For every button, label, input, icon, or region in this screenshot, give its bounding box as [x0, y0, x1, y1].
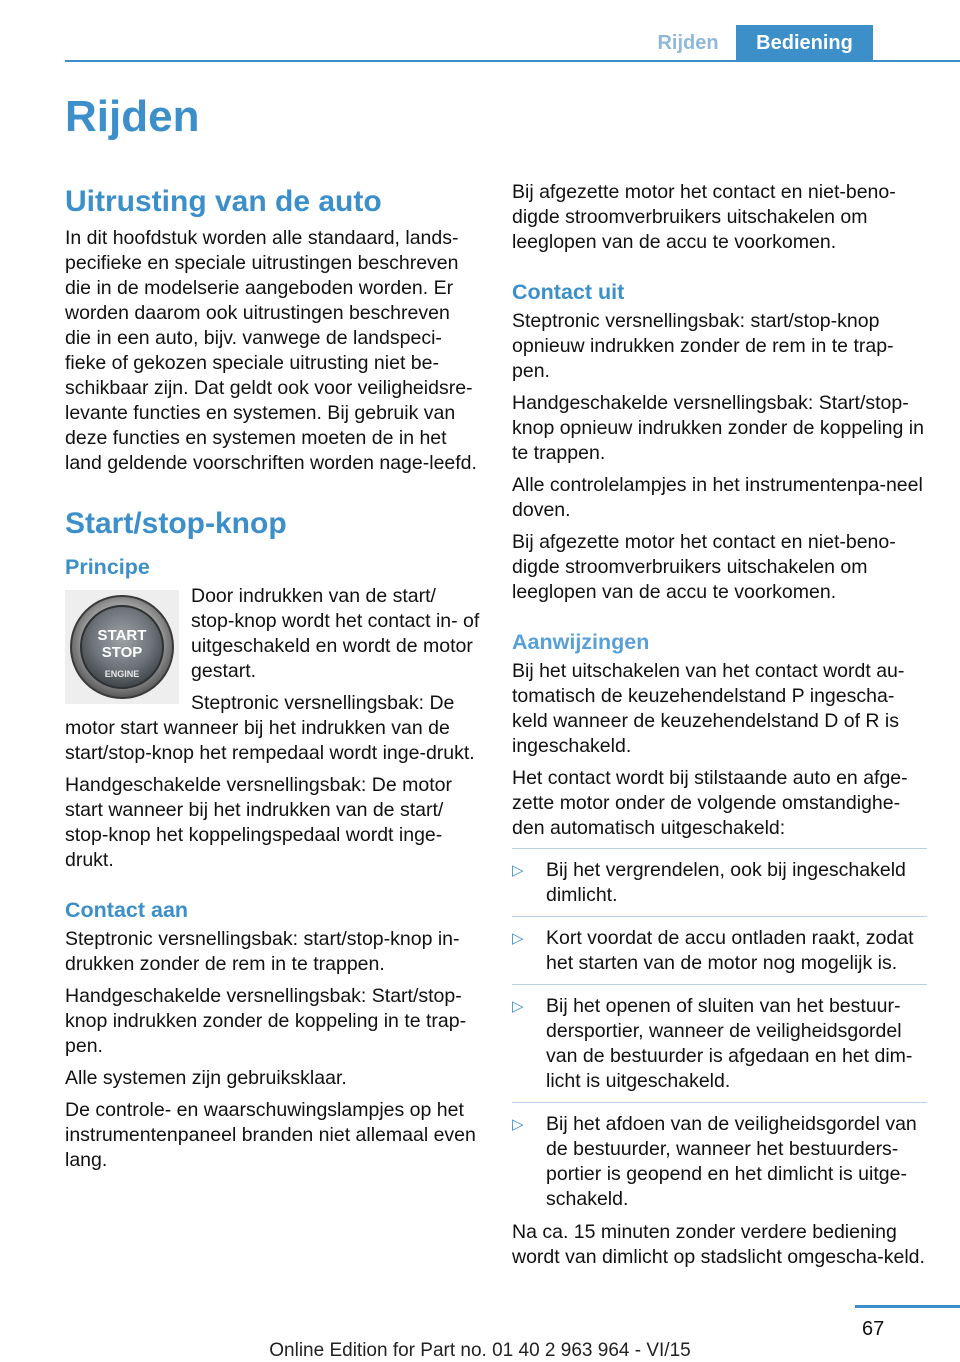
button-label-stop: STOP	[101, 644, 143, 661]
list-item	[512, 984, 927, 1094]
paragraph-principle-2: Steptronic versnellingsbak: De motor start wanneer bij het indrukken van de start/stop-knop het rempedaal wordt inge-drukt.	[65, 692, 475, 764]
page-number: 67	[862, 1318, 885, 1340]
button-label-start: START	[97, 627, 147, 644]
page-title: Rijden	[65, 92, 200, 141]
paragraph-notes-2: Het contact wordt bij stilstaande auto en afge-zette motor onder de volgende omstandighe-den automatisch uitgeschakeld:	[512, 767, 908, 839]
heading-contact-off: Contact uit	[512, 280, 625, 304]
list-item-text: Bij het afdoen van de veiligheidsgordel van de bestuurder, wanneer het bestuurders-portier is geopend en het dimlicht is uitge-schakeld.	[546, 1113, 917, 1210]
footer-edition: Online Edition for Part no. 01 40 2 963 964 - VI/15	[269, 1340, 691, 1361]
triangle-bullet-icon: ▷	[512, 930, 524, 947]
paragraph-on-3: Alle systemen zijn gebruiksklaar.	[65, 1067, 347, 1089]
paragraph-off-1: Steptronic versnellingsbak: start/stop-knop opnieuw indrukken zonder de rem in te trap-pen.	[512, 310, 894, 382]
heading-contact-on: Contact aan	[65, 898, 189, 922]
paragraph-off-4: Bij afgezette motor het contact en niet-beno-digde stroomverbruikers uitschakelen om leeglopen van de accu te voorkomen.	[512, 531, 896, 603]
start-stop-button-icon	[65, 590, 179, 704]
paragraph-principle-3: Handgeschakelde versnellingsbak: De motor start wanneer bij het indrukken van de start/ stop-knop het koppelingspedaal wordt inge-drukt.	[65, 774, 452, 871]
paragraph-principle-1: Door indrukken van de start/ stop-knop wordt het contact in- of uitgeschakeld en wordt de motor gestart.	[191, 585, 480, 682]
paragraph-on-1: Steptronic versnellingsbak: start/stop-knop in-drukken zonder de rem in te trappen.	[65, 928, 460, 975]
header-section-tab: Rijden	[657, 32, 719, 54]
right-column	[512, 180, 927, 1277]
triangle-bullet-icon: ▷	[512, 998, 524, 1015]
button-label-engine: ENGINE	[104, 669, 140, 679]
header-active-tab: Bediening	[736, 25, 873, 62]
paragraph-on-2: Handgeschakelde versnellingsbak: Start/stop-knop indrukken zonder de koppeling in te trap-pen.	[65, 985, 467, 1057]
left-column	[65, 180, 480, 1180]
paragraph-top: Bij afgezette motor het contact en niet-beno-digde stroomverbruikers uitschakelen om leeglopen van de accu te voorkomen.	[512, 181, 896, 253]
footer-rule	[855, 1305, 960, 1308]
heading-principle: Principe	[65, 555, 150, 579]
paragraph-off-3: Alle controlelampjes in het instrumentenpa-neel doven.	[512, 474, 923, 521]
paragraph-equipment: In dit hoofdstuk worden alle standaard, lands-pecifieke en speciale uitrustingen beschreven die in de modelserie aangeboden worden. Er worden daarom ook uitrustingen beschreven die in een auto, bijv. vanwege de landspeci-fieke of gekozen speciale uitrusting niet be-schikbaar zijn. Dat geldt ook voor veiligheidsre-levante functies en systemen. Bij gebruik van deze functies en systemen moeten de in het land geldende voorschriften worden nage-leefd.	[65, 227, 477, 474]
heading-equipment: Uitrusting van de auto	[65, 185, 382, 218]
start-stop-button-image	[65, 590, 179, 704]
principle-block	[65, 584, 480, 773]
list-item	[512, 916, 927, 976]
heading-notes: Aanwijzingen	[512, 630, 650, 654]
list-item	[512, 1102, 927, 1212]
list-item-text: Bij het openen of sluiten van het bestuur-dersportier, wanneer de veiligheidsgordel van de bestuurder is afgedaan en het dim-licht is uitgeschakeld.	[546, 995, 913, 1092]
paragraph-on-4: De controle- en waarschuwingslampjes op het instrumentenpaneel branden niet allemaal even lang.	[65, 1099, 476, 1171]
paragraph-final: Na ca. 15 minuten zonder verdere bediening wordt van dimlicht op stadslicht omgescha-keld.	[512, 1221, 925, 1268]
list-item-text: Bij het vergrendelen, ook bij ingeschakeld dimlicht.	[546, 859, 906, 906]
heading-start-stop-button: Start/stop-knop	[65, 507, 287, 540]
conditions-list	[512, 848, 927, 1212]
paragraph-notes-1: Bij het uitschakelen van het contact wordt au-tomatisch de keuzehendelstand P ingescha-keld wanneer de keuzehendelstand D of R is ingeschakeld.	[512, 660, 905, 757]
header-rule	[65, 60, 960, 62]
triangle-bullet-icon: ▷	[512, 862, 524, 879]
triangle-bullet-icon: ▷	[512, 1116, 524, 1133]
paragraph-off-2: Handgeschakelde versnellingsbak: Start/stop-knop opnieuw indrukken zonder de koppeling in te trappen.	[512, 392, 924, 464]
list-item-text: Kort voordat de accu ontladen raakt, zodat het starten van de motor nog mogelijk is.	[546, 927, 914, 974]
list-item	[512, 848, 927, 908]
